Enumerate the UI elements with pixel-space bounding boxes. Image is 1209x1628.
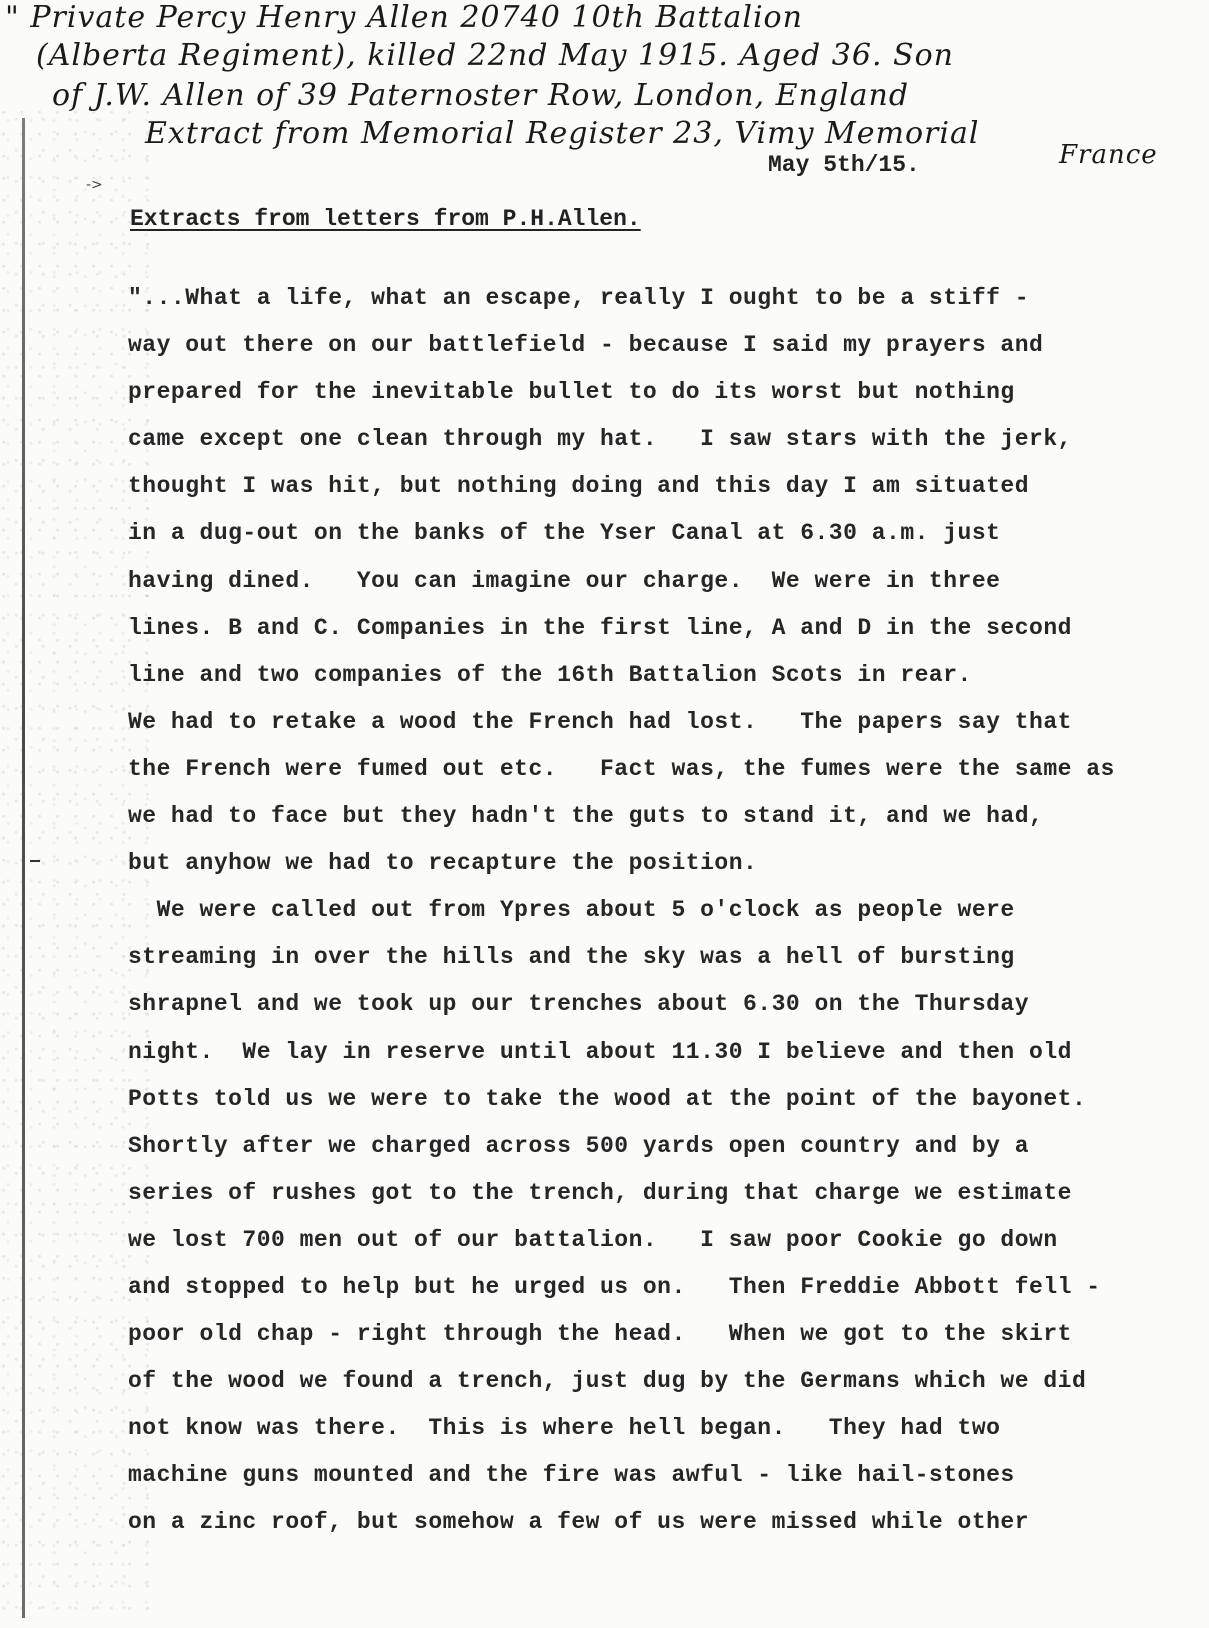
handwritten-annotation-line-2: (Alberta Regiment), killed 22nd May 1915. Aged 36. Son xyxy=(36,38,954,73)
letter-line: "...What a life, what an escape, really I ought to be a stiff - xyxy=(128,285,1030,311)
letter-line: We had to retake a wood the French had lost. The papers say that xyxy=(128,708,1072,735)
letter-line: streaming in over the hills and the sky was a hell of bursting xyxy=(128,944,1015,971)
letter-date: May 5th/15. xyxy=(768,152,920,178)
letter-line: we had to face but they hadn't the guts to stand it, and we had, xyxy=(128,803,1044,830)
letter-line: of the wood we found a trench, just dug by the Germans which we did xyxy=(128,1368,1087,1395)
letter-line: shrapnel and we took up our trenches about 6.30 on the Thursday xyxy=(128,991,1030,1018)
handwritten-annotation-line-1: " Private Percy Henry Allen 20740 10th Battalion xyxy=(5,0,803,35)
letter-line: in a dug-out on the banks of the Yser Canal at 6.30 a.m. just xyxy=(128,520,1001,547)
letter-line: Shortly after we charged across 500 yards open country and by a xyxy=(128,1132,1030,1159)
letter-line: having dined. You can imagine our charge. We were in three xyxy=(128,567,1001,594)
letter-line: on a zinc roof, but somehow a few of us were missed while other xyxy=(128,1509,1030,1536)
letter-line: and stopped to help but he urged us on. Then Freddie Abbott fell - xyxy=(128,1273,1101,1300)
handwritten-annotation-line-4: Extract from Memorial Register 23, Vimy Memorial xyxy=(145,116,980,151)
letter-line: thought I was hit, but nothing doing and this day I am situated xyxy=(128,473,1030,500)
letter-line: prepared for the inevitable bullet to do its worst but nothing xyxy=(128,379,1015,406)
letter-line: poor old chap - right through the head. When we got to the skirt xyxy=(128,1321,1072,1348)
handwritten-annotation-line-3: of J.W. Allen of 39 Paternoster Row, London, England xyxy=(52,78,910,113)
letter-heading: Extracts from letters from P.H.Allen. xyxy=(130,206,641,232)
handwritten-annotation-line-5: France xyxy=(1059,140,1158,170)
letter-line: but anyhow we had to recapture the position. xyxy=(128,850,758,877)
letter-line: series of rushes got to the trench, during that charge we estimate xyxy=(128,1179,1072,1206)
letter-line: lines. B and C. Companies in the first line, A and D in the second xyxy=(128,614,1072,641)
letter-line: way out there on our battlefield - because I said my prayers and xyxy=(128,332,1044,359)
letter-line: came except one clean through my hat. I saw stars with the jerk, xyxy=(128,426,1072,453)
letter-line: the French were fumed out etc. Fact was, the fumes were the same as xyxy=(128,755,1115,782)
letter-line: We were called out from Ypres about 5 o'clock as people were xyxy=(128,897,1015,924)
letter-line: night. We lay in reserve until about 11.30 I believe and then old xyxy=(128,1038,1072,1065)
arrow-mark-icon: -> xyxy=(86,177,103,193)
page-left-edge xyxy=(22,118,25,1618)
letter-line: line and two companies of the 16th Battalion Scots in rear. xyxy=(128,661,972,688)
letter-body xyxy=(128,275,1188,1547)
letter-line: not know was there. This is where hell began. They had two xyxy=(128,1415,1001,1442)
letter-line: machine guns mounted and the fire was awful - like hail-stones xyxy=(128,1462,1015,1489)
letter-line: Potts told us we were to take the wood at the point of the bayonet. xyxy=(128,1085,1087,1112)
letter-line: we lost 700 men out of our battalion. I saw poor Cookie go down xyxy=(128,1226,1058,1253)
margin-mark xyxy=(30,860,40,862)
